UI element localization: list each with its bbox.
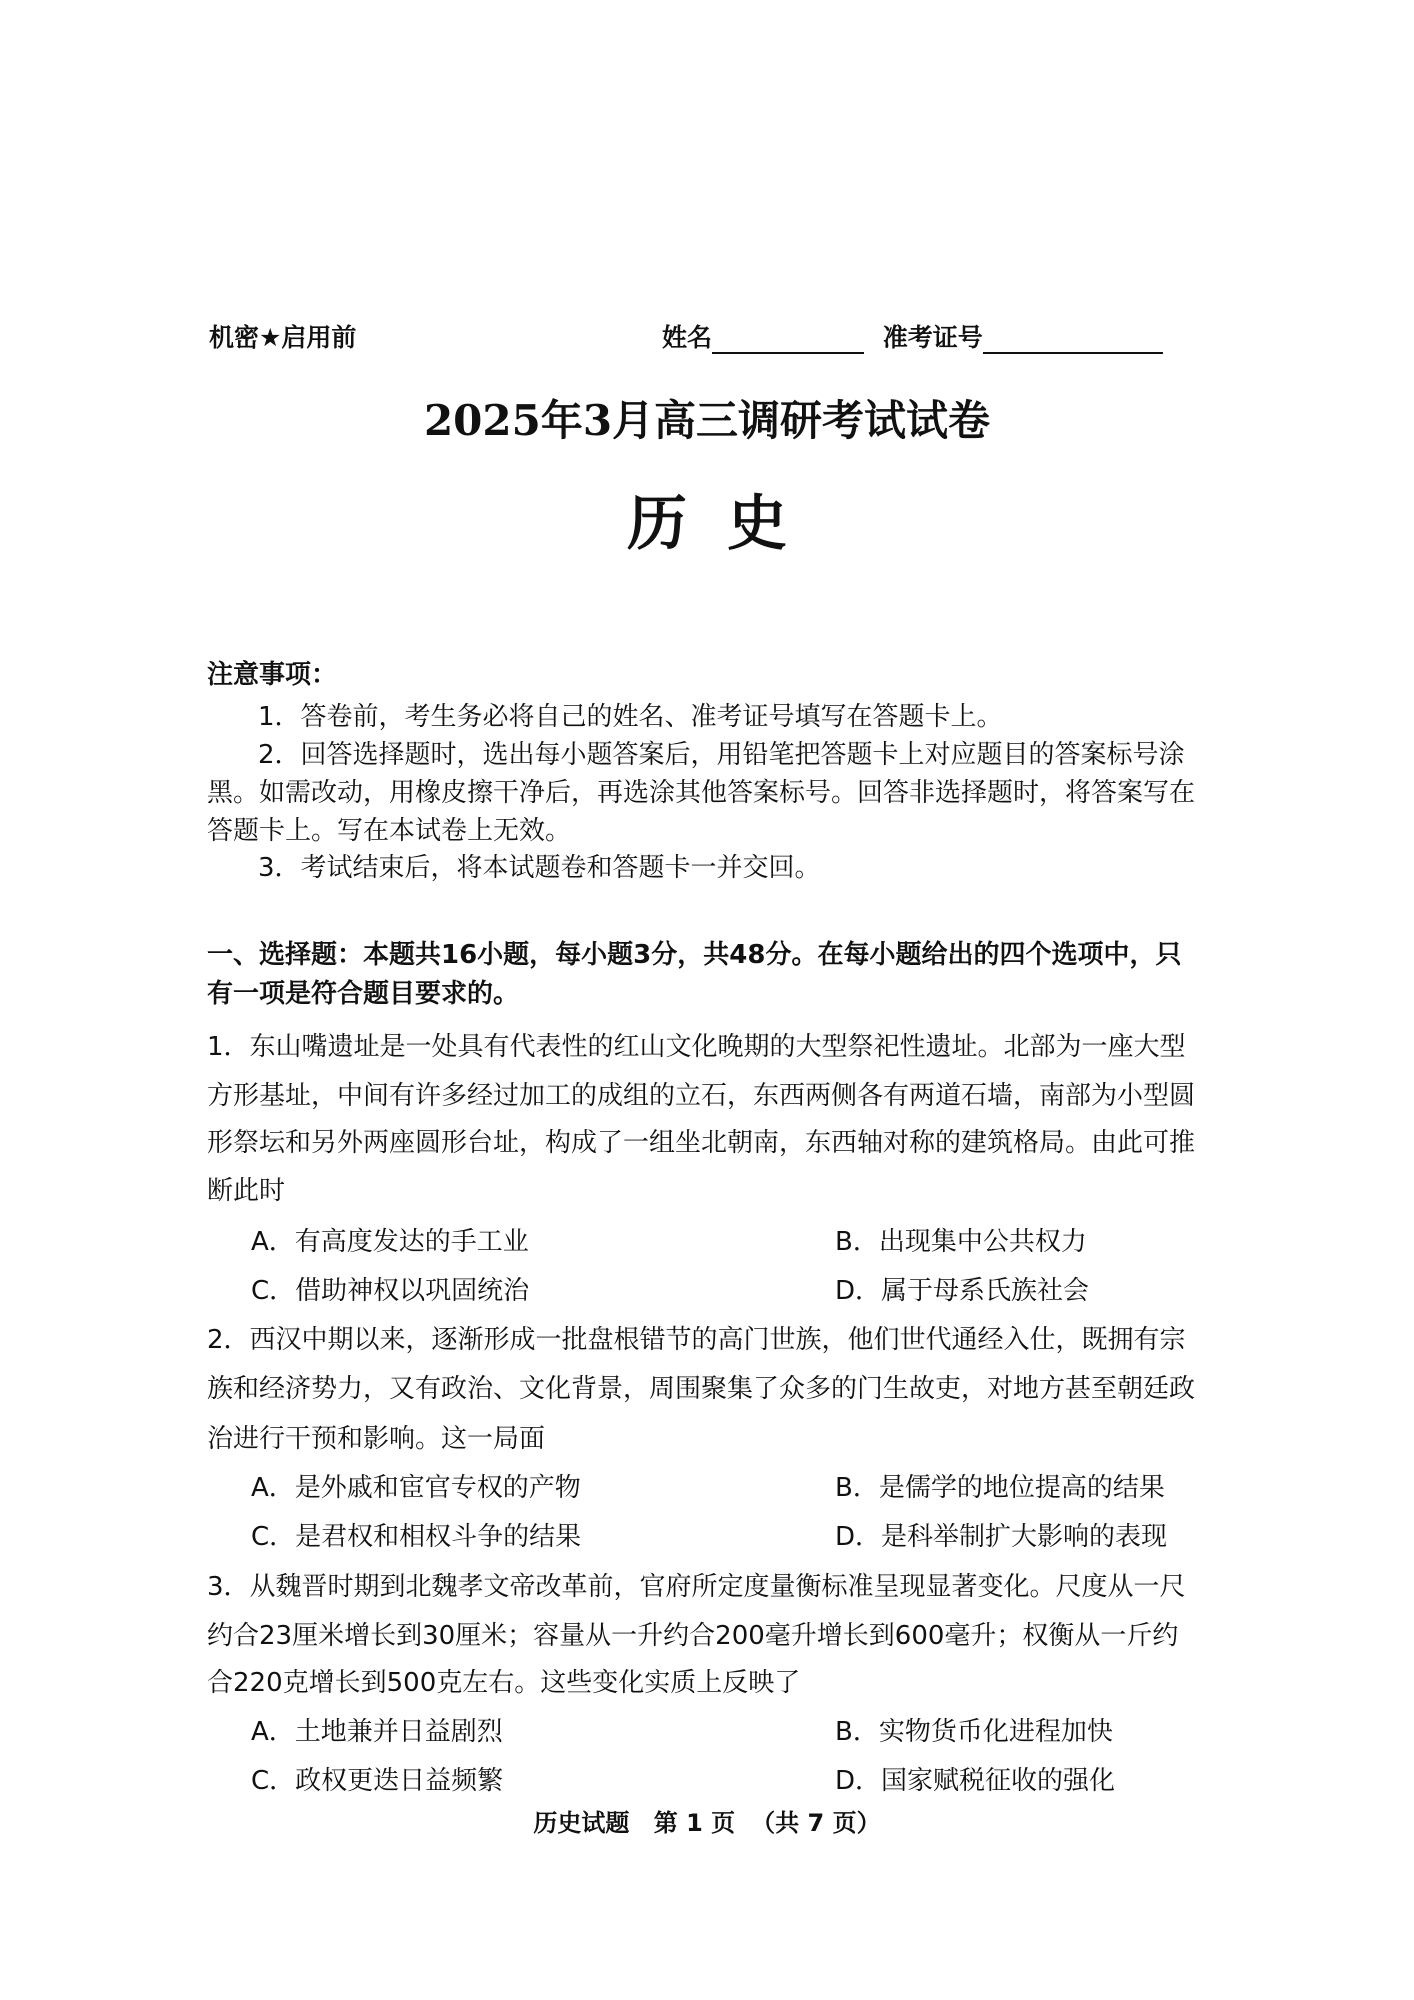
question-3-option-c: C．政权更迭日益频繁	[251, 1766, 504, 1796]
subject-title: 历史	[627, 489, 827, 559]
exam-title: 2025年3月高三调研考试试卷	[423, 396, 991, 445]
footer-page-number: 第 1 页	[653, 1809, 736, 1837]
section-heading: 一、选择题：本题共16小题，每小题3分，共48分。在每小题给出的四个选项中，只	[207, 940, 1182, 970]
question-2-text: 族和经济势力，又有政治、文化背景，周围聚集了众多的门生故吏，对地方甚至朝廷政	[207, 1374, 1196, 1404]
question-3-text: 合220克增长到500克左右。这些变化实质上反映了	[207, 1668, 801, 1698]
question-2-text: 治进行干预和影响。这一局面	[207, 1424, 546, 1454]
question-1-text: 形祭坛和另外两座圆形台址，构成了一组坐北朝南，东西轴对称的建筑格局。由此可推	[207, 1128, 1196, 1158]
page-footer	[0, 1803, 1414, 1838]
name-label: 姓名	[662, 323, 713, 352]
section-heading: 有一项是符合题目要求的。	[207, 979, 520, 1009]
question-2-option-c: C．是君权和相权斗争的结果	[251, 1522, 582, 1552]
name-field	[662, 318, 1163, 354]
question-2-option-b: B．是儒学的地位提高的结果	[835, 1473, 1165, 1503]
question-1-option-b: B．出现集中公共权力	[835, 1227, 1087, 1257]
question-3-text: 3．从魏晋时期到北魏孝文帝改革前，官府所定度量衡标准呈现显著变化。尺度从一尺	[207, 1572, 1186, 1602]
question-1-option-c: C．借助神权以巩固统治	[251, 1276, 530, 1306]
confidential-label: 机密★启用前	[209, 323, 357, 352]
note-line: 2．回答选择题时，选出每小题答案后，用铅笔把答题卡上对应题目的答案标号涂	[258, 740, 1185, 770]
question-3-option-b: B．实物货币化进程加快	[835, 1717, 1113, 1747]
exam-id-blank	[983, 326, 1163, 354]
question-3-option-a: A．土地兼并日益剧烈	[251, 1717, 503, 1747]
name-blank	[712, 326, 864, 354]
question-2-option-a: A．是外戚和宦官专权的产物	[251, 1473, 581, 1503]
question-1-text: 1．东山嘴遗址是一处具有代表性的红山文化晚期的大型祭祀性遗址。北部为一座大型	[207, 1032, 1186, 1062]
exam-id-label: 准考证号	[882, 323, 983, 352]
notes-heading: 注意事项：	[207, 660, 338, 690]
question-1-text: 断此时	[207, 1176, 286, 1206]
question-2-text: 2．西汉中期以来，逐渐形成一批盘根错节的高门世族，他们世代通经入仕，既拥有宗	[207, 1325, 1186, 1355]
question-3-text: 约合23厘米增长到30厘米；容量从一升约合200毫升增长到600毫升；权衡从一斤约	[207, 1621, 1179, 1651]
note-line: 黑。如需改动，用橡皮擦干净后，再选涂其他答案标号。回答非选择题时，将答案写在	[207, 778, 1196, 808]
note-line: 3．考试结束后，将本试题卷和答题卡一并交回。	[258, 853, 821, 883]
question-1-text: 方形基址，中间有许多经过加工的成组的立石，东西两侧各有两道石墙，南部为小型圆	[207, 1081, 1196, 1111]
footer-subject: 历史试题	[533, 1809, 630, 1837]
question-2-option-d: D．是科举制扩大影响的表现	[835, 1522, 1168, 1552]
note-line: 答题卡上。写在本试卷上无效。	[207, 816, 572, 846]
note-line: 1．答卷前，考生务必将自己的姓名、准考证号填写在答题卡上。	[258, 702, 1003, 732]
footer-total-pages: （共 7 页）	[751, 1809, 881, 1837]
question-1-option-a: A．有高度发达的手工业	[251, 1227, 529, 1257]
question-1-option-d: D．属于母系氏族社会	[835, 1276, 1090, 1306]
question-3-option-d: D．国家赋税征收的强化	[835, 1766, 1116, 1796]
